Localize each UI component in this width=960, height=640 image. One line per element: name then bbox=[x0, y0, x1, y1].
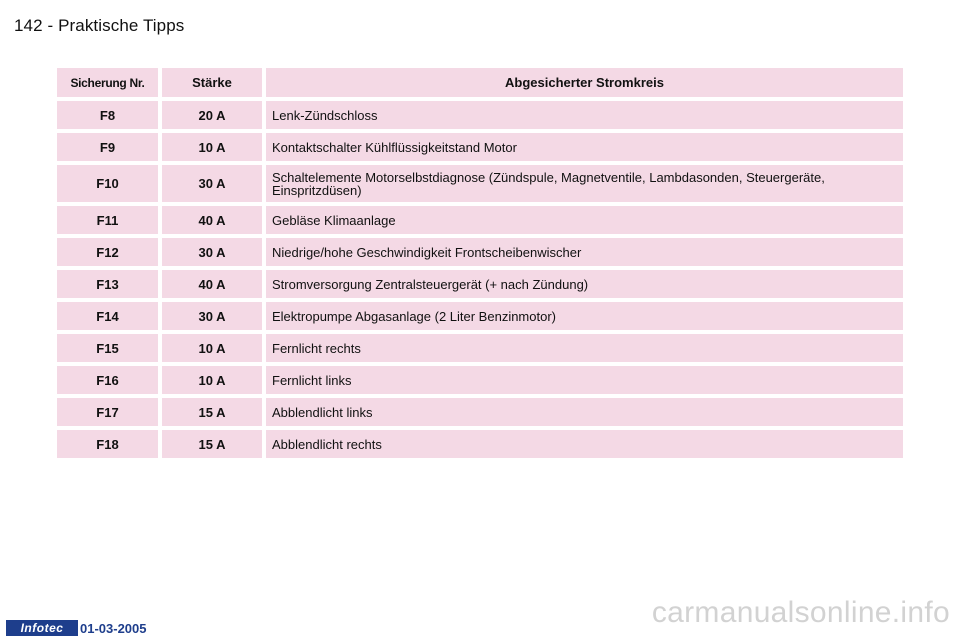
table-header-row bbox=[57, 68, 903, 97]
rating-cell: 15 A bbox=[162, 398, 262, 426]
circuit-cell: Lenk-Zündschloss bbox=[266, 101, 903, 129]
table-row bbox=[57, 165, 903, 202]
fuse-table bbox=[57, 68, 903, 462]
circuit-cell: Elektropumpe Abgasanlage (2 Liter Benzinmotor) bbox=[266, 302, 903, 330]
circuit-cell: Fernlicht links bbox=[266, 366, 903, 394]
fuse-number-cell: F15 bbox=[57, 334, 158, 362]
table-row bbox=[57, 206, 903, 234]
infotec-logo: Infotec bbox=[6, 620, 78, 636]
table-row bbox=[57, 238, 903, 266]
fuse-number-cell: F18 bbox=[57, 430, 158, 458]
circuit-cell: Fernlicht rechts bbox=[266, 334, 903, 362]
circuit-cell: Kontaktschalter Kühlflüssigkeitstand Motor bbox=[266, 133, 903, 161]
column-header-circuit: Abgesicherter Stromkreis bbox=[266, 68, 903, 97]
table-row bbox=[57, 270, 903, 298]
rating-cell: 40 A bbox=[162, 206, 262, 234]
page-title: 142 - Praktische Tipps bbox=[14, 16, 185, 35]
table-row bbox=[57, 133, 903, 161]
footer-date: 01-03-2005 bbox=[80, 620, 147, 636]
fuse-number-cell: F12 bbox=[57, 238, 158, 266]
table-row bbox=[57, 398, 903, 426]
table-row bbox=[57, 430, 903, 458]
rating-cell: 20 A bbox=[162, 101, 262, 129]
table-body bbox=[57, 101, 903, 458]
table-row bbox=[57, 334, 903, 362]
fuse-number-cell: F16 bbox=[57, 366, 158, 394]
circuit-cell: Stromversorgung Zentralsteuergerät (+ nach Zündung) bbox=[266, 270, 903, 298]
column-header-rating: Stärke bbox=[162, 68, 262, 97]
circuit-cell: Niedrige/hohe Geschwindigkeit Frontscheibenwischer bbox=[266, 238, 903, 266]
column-header-fuse-number: Sicherung Nr. bbox=[57, 68, 158, 97]
fuse-number-cell: F10 bbox=[57, 165, 158, 202]
circuit-cell: Abblendlicht rechts bbox=[266, 430, 903, 458]
fuse-number-cell: F9 bbox=[57, 133, 158, 161]
watermark: carmanualsonline.info bbox=[651, 596, 950, 629]
circuit-cell: Gebläse Klimaanlage bbox=[266, 206, 903, 234]
rating-cell: 10 A bbox=[162, 334, 262, 362]
circuit-cell: Abblendlicht links bbox=[266, 398, 903, 426]
fuse-number-cell: F14 bbox=[57, 302, 158, 330]
table-row bbox=[57, 302, 903, 330]
rating-cell: 30 A bbox=[162, 238, 262, 266]
fuse-number-cell: F13 bbox=[57, 270, 158, 298]
table-row bbox=[57, 366, 903, 394]
table-row bbox=[57, 101, 903, 129]
rating-cell: 10 A bbox=[162, 366, 262, 394]
fuse-number-cell: F17 bbox=[57, 398, 158, 426]
rating-cell: 40 A bbox=[162, 270, 262, 298]
rating-cell: 10 A bbox=[162, 133, 262, 161]
circuit-cell: Schaltelemente Motorselbstdiagnose (Zündspule, Magnetventile, Lambdasonden, Steuergeräte, Einspritzdüsen) bbox=[266, 165, 903, 202]
rating-cell: 30 A bbox=[162, 165, 262, 202]
fuse-number-cell: F11 bbox=[57, 206, 158, 234]
rating-cell: 15 A bbox=[162, 430, 262, 458]
rating-cell: 30 A bbox=[162, 302, 262, 330]
fuse-number-cell: F8 bbox=[57, 101, 158, 129]
